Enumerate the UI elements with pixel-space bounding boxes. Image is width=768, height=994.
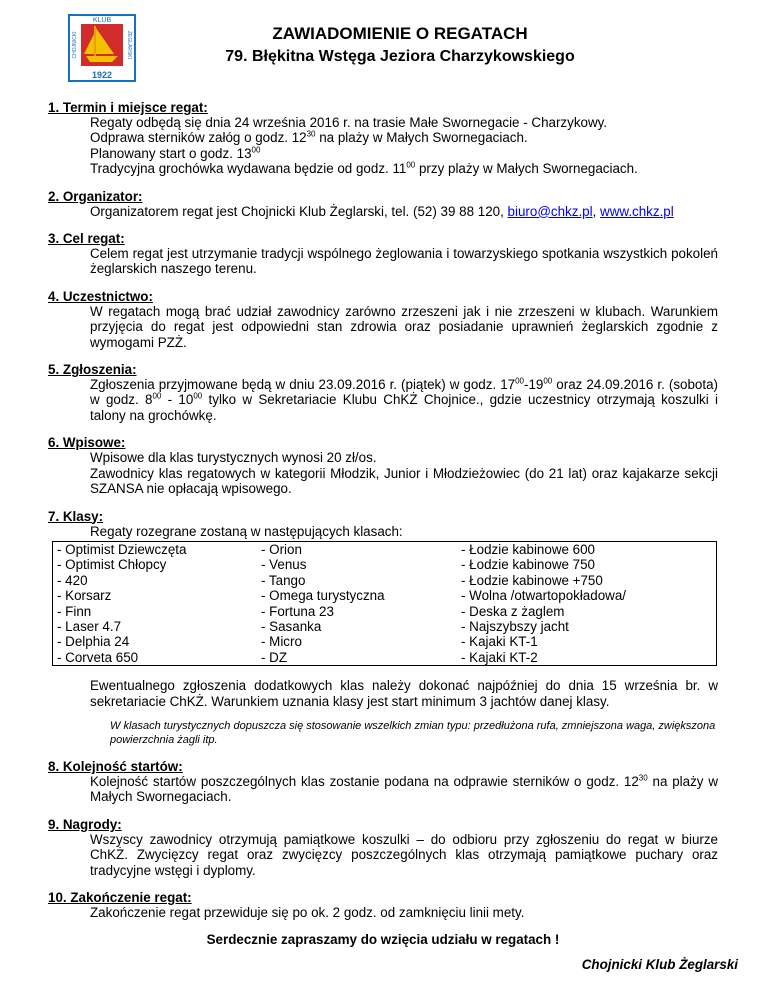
table-cell: - Łodzie kabinowe 600 xyxy=(457,541,717,557)
table-cell: - Deska z żaglem xyxy=(457,604,717,619)
table-cell: - Orion xyxy=(257,541,457,557)
table-row xyxy=(53,557,717,572)
table-row xyxy=(53,573,717,588)
section-body: W regatach mogą brać udział zawodnicy zarówno zrzeszeni jak i nie zrzeszeni w klubach. Warunkiem przyjęcia do regat jest odpowiedni stan zdrowia oraz posiadanie uprawnień żeglarskich zgodnie z wymogami PZŻ. xyxy=(90,303,718,350)
section-heading: 7. Klasy: xyxy=(48,508,104,524)
table-row xyxy=(53,634,717,649)
table-row xyxy=(53,650,717,666)
section-body: Kolejność startów poszczególnych klas zostanie podana na odprawie sterników o godz. $12^{30}$ na plaży w Małych Swornegaciach. xyxy=(90,773,718,805)
svg-text:ŻEGLARSKI: ŻEGLARSKI xyxy=(126,30,132,60)
paragraph: Wpisowe dla klas turystycznych wynosi 20 zł/os. xyxy=(90,450,377,466)
section-intro: Regaty rozegrane zostaną w następujących klasach: xyxy=(90,523,403,539)
table-cell: - Tango xyxy=(261,572,306,588)
section-cel xyxy=(48,231,718,277)
table-cell: - Micro xyxy=(261,634,302,650)
table-row xyxy=(53,604,717,619)
section-nagrody xyxy=(48,817,718,878)
section-heading: 8. Kolejność startów: xyxy=(48,758,183,774)
table-cell: - Wolna /otwartopokładowa/ xyxy=(457,588,717,603)
section-termin xyxy=(48,100,718,177)
table-cell: - Optimist Dziewczęta xyxy=(53,541,258,557)
document-body xyxy=(48,100,718,947)
table-cell: - Łodzie kabinowe +750 xyxy=(457,573,717,588)
website-link[interactable]: www.chkz.pl xyxy=(600,203,674,219)
section-heading: 4. Uczestnictwo: xyxy=(48,288,153,304)
svg-text:KLUB: KLUB xyxy=(92,17,112,24)
paragraph: Planowany start o godz. $13^{00}$ xyxy=(90,145,261,161)
table-cell: - DZ xyxy=(257,650,457,666)
table-row xyxy=(53,619,717,634)
table-cell: - Fortuna 23 xyxy=(261,603,334,619)
section-heading: 9. Nagrody: xyxy=(48,816,122,832)
section-heading: 3. Cel regat: xyxy=(48,231,125,247)
section-uczestnictwo xyxy=(48,289,718,350)
table-row xyxy=(53,541,717,557)
table-cell: - Sasanka xyxy=(261,618,322,634)
section-zgloszenia xyxy=(48,362,718,423)
svg-text:CHOJNICKI: CHOJNICKI xyxy=(72,31,78,59)
table-cell: - Kajaki KT-1 xyxy=(457,634,717,649)
title-line-2: 79. Błękitna Wstęga Jeziora Charzykowskiego xyxy=(225,48,575,65)
section-body: Organizatorem regat jest Chojnicki Klub Żeglarski, tel. (52) 39 88 120, biuro@chkz.pl, www.chkz.pl xyxy=(90,203,674,219)
additional-classes-note: Ewentualnego zgłoszenia dodatkowych klas należy dokonać najpóźniej do dnia 15 września br. w sekretariacie ChKŻ. Warunkiem uznania klasy jest start minimum 3 jachtów danej klasy. xyxy=(90,678,718,709)
table-cell: - Optimist Chłopcy xyxy=(53,557,258,572)
section-body xyxy=(90,115,718,177)
section-body: Zakończenie regat przewiduje się po ok. 2 godz. od zamknięciu linii mety. xyxy=(90,905,525,920)
section-zakonczenie xyxy=(48,890,718,920)
section-heading: 6. Wpisowe: xyxy=(48,435,126,451)
section-body: Celem regat jest utrzymanie tradycji wspólnego żeglowania i towarzyskiego spotkania wszystkich pokoleń żeglarskich naszego terenu. xyxy=(90,246,718,277)
paragraph: Odprawa sterników załóg o godz. $12^{30}$ na plaży w Małych Swornegaciach. xyxy=(90,129,528,146)
section-heading: 1. Termin i miejsce regat: xyxy=(48,100,208,115)
section-heading: 2. Organizator: xyxy=(48,188,143,204)
section-klasy xyxy=(48,509,718,747)
tourist-classes-note: W klasach turystycznych dopuszcza się stosowanie wszelkich zmian typu: przedłużona rufa, zmniejszona waga, zwiększona powierzchnia żagli itp. xyxy=(110,719,716,746)
table-cell: - Kajaki KT-2 xyxy=(457,650,717,666)
paragraph: Zawodnicy klas regatowych w kategorii Młodzik, Junior i Młodzieżowiec (do 21 lat) oraz kajakarze sekcji SZANSA nie opłacają wpisowego. xyxy=(90,465,718,497)
table-row xyxy=(53,588,717,603)
table-cell: - Corveta 650 xyxy=(53,650,258,666)
section-heading: 5. Zgłoszenia: xyxy=(48,362,137,378)
table-cell: - Delphia 24 xyxy=(53,634,258,649)
section-kolejnosc xyxy=(48,759,718,805)
club-logo xyxy=(68,14,136,82)
table-cell: - Omega turystyczna xyxy=(261,588,385,604)
classes-table xyxy=(52,541,717,666)
svg-text:1922: 1922 xyxy=(91,70,113,80)
table-cell: - Venus xyxy=(261,557,307,573)
table-cell: - Laser 4.7 xyxy=(53,619,258,634)
section-heading: 10. Zakończenie regat: xyxy=(48,890,192,905)
table-cell: - Łodzie kabinowe 750 xyxy=(457,557,717,572)
paragraph: Regaty odbędą się dnia 24 września 2016 r. na trasie Małe Swornegacie - Charzykowy. xyxy=(90,115,608,130)
paragraph: Tradycyjna grochówka wydawana będzie od godz. $11^{00}$ przy plaży w Małych Swornegaciach. xyxy=(90,160,638,177)
section-body: Wszyscy zawodnicy otrzymują pamiątkowe koszulki – do odbioru przy zgłoszeniu do regat w biurze ChKŻ. Zwycięzcy regat oraz zwycięzcy poszczególnych klas otrzymają pamiątkowe puchary oraz tradycyjne wstęgi i dyplomy. xyxy=(90,831,718,878)
section-organizator xyxy=(48,189,718,219)
table-cell: - Najszybszy jacht xyxy=(457,619,717,634)
table-cell: - Korsarz xyxy=(53,588,258,603)
section-body xyxy=(90,450,718,496)
email-link[interactable]: biuro@chkz.pl xyxy=(507,203,593,219)
signature: Chojnicki Klub Żeglarski xyxy=(581,957,738,972)
table-cell: - 420 xyxy=(53,573,258,588)
table-cell: - Finn xyxy=(53,604,258,619)
section-wpisowe xyxy=(48,435,718,496)
section-body: Zgłoszenia przyjmowane będą w dniu 23.09.2016 r. (piątek) w godz. $17^{00}-19^{00}$ oraz 24.09.2016 r. (sobota) w godz. $8^{00} - 10^{00}$ tylko w Sekretariacie Klubu ChKŻ Chojnice., gdzie uczestnicy otrzymają koszulki i talony na grochówkę. xyxy=(90,376,719,423)
closing-invitation: Serdecznie zapraszamy do wzięcia udziału w regatach ! xyxy=(206,932,560,948)
title-line-1: ZAWIADOMIENIE O REGATACH xyxy=(272,24,528,43)
document-title xyxy=(140,24,660,68)
